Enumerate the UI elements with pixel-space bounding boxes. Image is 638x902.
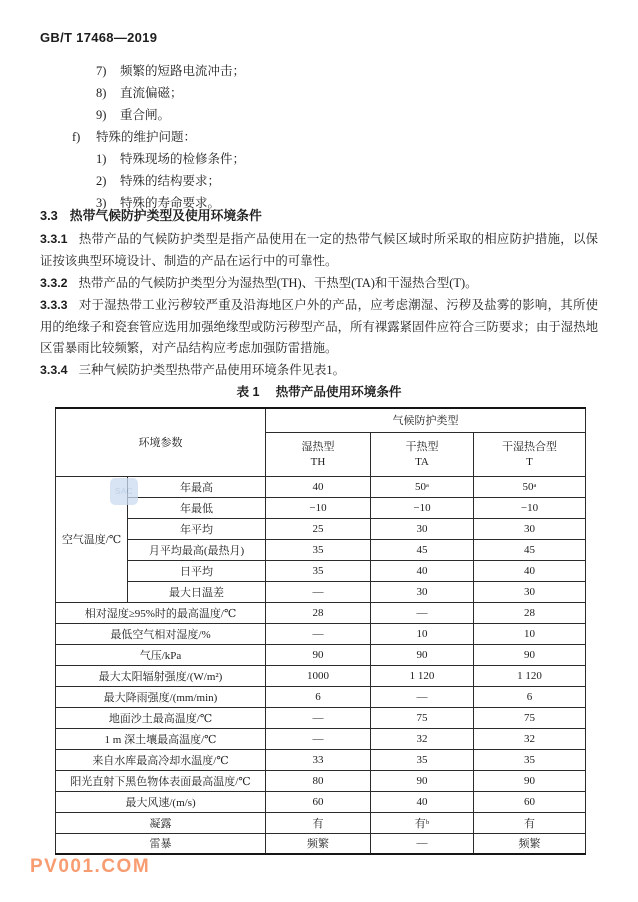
list-item-number: 2) [96,174,107,188]
row-label: 最大风速/(m/s) [56,791,266,812]
table-cell: 45 [371,539,474,560]
table-cell: 80 [266,770,371,791]
row-group-label: 空气温度/℃ [61,534,122,546]
clause-text: 对于湿热带工业污秽较严重及沿海地区户外的产品，应考虑潮湿、污秽及盐雾的影响，其所使用的绝缘子和瓷套管应选用加强绝缘型或防污秽型产品，所有裸露紧固件应符合三防要求；由于湿热地区雷暴雨比较频繁，对产品结构应考虑加强防雷措施。 [40,298,598,355]
list-item [40,82,598,104]
table-cell: 1000 [266,665,371,686]
list-item [40,126,598,148]
clause-text: 三种气候防护类型热带产品使用环境条件见表1。 [78,363,345,377]
row-label: 相对湿度≥95%时的最高温度/℃ [56,602,266,623]
type-code: TH [310,456,326,468]
table-cell: 90 [266,644,371,665]
table-cell: 35 [266,539,371,560]
list-item-number: 9) [96,108,107,122]
table-cell: 6 [474,686,586,707]
row-label: 最大降雨强度/(mm/min) [56,686,266,707]
table-cell: 90 [371,770,474,791]
table-cell: 30 [371,581,474,602]
table-cell: 45 [474,539,586,560]
table-cell: 10 [371,623,474,644]
row-label: 日平均 [128,560,266,581]
table-cell: 30 [474,518,586,539]
clause-text: 热带产品的气候防护类型分为湿热型(TH)、干热型(TA)和干湿热合型(T)。 [78,276,478,290]
list-item [40,148,598,170]
table-cell: 有ᵇ [371,812,474,833]
list-item [40,170,598,192]
row-label: 凝露 [56,812,266,833]
table-cell: — [266,623,371,644]
table-cell: −10 [371,497,474,518]
list-item-number: 8) [96,86,107,100]
row-label: 来自水库最高冷却水温度/℃ [56,749,266,770]
clause-list [40,60,598,214]
header-col-t [474,432,586,476]
header-env-param: 环境参数 [56,408,266,476]
table-cell: 40 [266,476,371,497]
section-heading [40,205,262,224]
environment-conditions-table [55,407,586,855]
section-title: 热带气候防护类型及使用环境条件 [69,208,262,223]
clause-number: 3.3.4 [40,363,68,377]
site-watermark: PV001.COM [30,856,151,877]
header-climate-type: 气候防护类型 [266,408,586,432]
clause-paragraph [40,273,598,295]
type-code: T [526,456,533,468]
table-cell: 30 [371,518,474,539]
clause-text: 热带产品的气候防护类型是指产品使用在一定的热带气候区域时所采取的相应防护措施，以保证按该典型环境设计、制造的产品在运行中的可靠性。 [40,232,598,268]
table-cell: 28 [474,602,586,623]
row-label: 最大太阳辐射强度/(W/m²) [56,665,266,686]
row-label: 地面沙土最高温度/℃ [56,707,266,728]
table-cell: — [371,602,474,623]
section-number: 3.3 [40,208,58,223]
list-item-text: 特殊的结构要求； [120,174,221,188]
table-cell: 频繁 [266,833,371,854]
row-label: 气压/kPa [56,644,266,665]
row-label: 年平均 [128,518,266,539]
table-cell: 75 [474,707,586,728]
row-label: 阳光直射下黑色物体表面最高温度/℃ [56,770,266,791]
type-name: 干热型 [405,441,439,453]
list-item [40,104,598,126]
list-item [40,60,598,82]
list-item-text: 特殊的维护问题： [96,130,197,144]
list-item-text: 特殊的寿命要求。 [120,196,221,210]
table-cell: 90 [474,770,586,791]
row-label: 年最低 [128,497,266,518]
table-cell: 90 [371,644,474,665]
table-cell: 有 [266,812,371,833]
clause-number: 3.3.2 [40,276,68,290]
clause-number: 3.3.3 [40,298,68,312]
table-cell: 50ᵃ [371,476,474,497]
row-label: 1 m 深土壤最高温度/℃ [56,728,266,749]
table-cell: 90 [474,644,586,665]
table-cell: 频繁 [474,833,586,854]
table-cell: — [266,728,371,749]
row-label: 最低空气相对湿度/% [56,623,266,644]
list-item-number: 7) [96,64,107,78]
header-col-ta [371,432,474,476]
sac-watermark: SAC [110,478,138,505]
table-cell: −10 [474,497,586,518]
table-cell: 28 [266,602,371,623]
table-cell: — [371,686,474,707]
clause-paragraph [40,360,598,382]
type-name: 干湿热合型 [502,441,558,453]
row-label: 雷暴 [56,833,266,854]
list-item-number: 3) [96,196,107,210]
row-label: 月平均最高(最热月) [128,539,266,560]
table-cell: 35 [371,749,474,770]
clause-number: 3.3.1 [40,232,68,246]
type-code: TA [415,456,429,468]
clause-paragraph [40,229,598,272]
clause-paragraph [40,295,598,360]
list-item-text: 特殊现场的检修条件； [120,152,246,166]
table-caption-label: 表 1 [236,385,260,399]
table-cell: 6 [266,686,371,707]
table-cell: 有 [474,812,586,833]
table-cell: −10 [266,497,371,518]
row-label: 最大日温差 [128,581,266,602]
list-item-text: 频繁的短路电流冲击； [120,64,246,78]
table-cell: — [266,581,371,602]
table-cell: 30 [474,581,586,602]
table-cell: 1 120 [474,665,586,686]
table-cell: 60 [266,791,371,812]
table-cell: 35 [266,560,371,581]
list-item-number: f) [72,130,81,144]
table-cell: 10 [474,623,586,644]
type-name: 湿热型 [301,441,335,453]
header-col-th [266,432,371,476]
row-label: 年最高 [128,476,266,497]
table-cell: 40 [474,560,586,581]
list-item-number: 1) [96,152,107,166]
list-item-text: 重合闸。 [120,108,171,122]
table-cell: 60 [474,791,586,812]
table-cell: 25 [266,518,371,539]
table-cell: 50ᵃ [474,476,586,497]
table-cell: 35 [474,749,586,770]
doc-number: GB/T 17468—2019 [40,30,158,45]
row-group-air-temperature [56,476,133,602]
table-cell: 33 [266,749,371,770]
table-caption [0,381,638,400]
table-cell: 40 [371,791,474,812]
table-cell: 32 [371,728,474,749]
table-cell: 32 [474,728,586,749]
table-cell: 75 [371,707,474,728]
table-cell: 1 120 [371,665,474,686]
table-cell: — [371,833,474,854]
table-cell: 40 [371,560,474,581]
list-item-text: 直流偏磁； [120,86,183,100]
table-cell: — [266,707,371,728]
table-caption-title: 热带产品使用环境条件 [275,385,402,399]
